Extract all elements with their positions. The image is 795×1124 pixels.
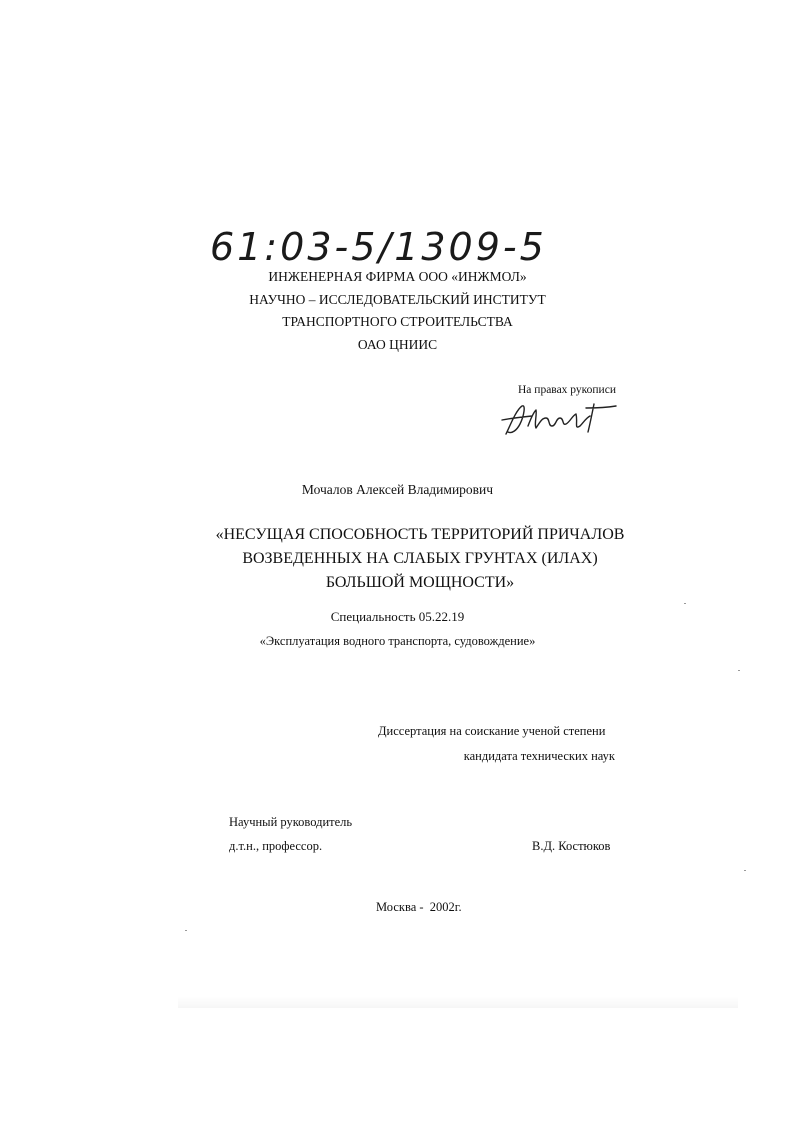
handwritten-number-text: 61:03-5/1309-5 <box>210 225 547 269</box>
place-year: Москва - 2002г. <box>376 900 462 914</box>
author-name: Мочалов Алексей Владимирович <box>301 482 494 497</box>
dissertation-title <box>180 523 660 595</box>
specialty-name: «Эксплуатация водного транспорта, судовождение» <box>259 634 536 648</box>
handwritten-signature <box>498 396 628 441</box>
supervisor-name: В.Д. Костюков <box>532 839 611 853</box>
organization-block <box>0 266 795 356</box>
title-line-1: «НЕСУЩАЯ СПОСОБНОСТЬ ТЕРРИТОРИЙ ПРИЧАЛОВ <box>215 526 625 543</box>
signature-icon <box>498 396 628 441</box>
scan-shadow <box>178 996 738 1008</box>
scan-speck <box>744 870 746 871</box>
degree-line-2: кандидата технических наук <box>463 749 615 763</box>
title-line-2: ВОЗВЕДЕННЫХ НА СЛАБЫХ ГРУНТАХ (ИЛАХ) <box>242 550 598 567</box>
organization-line-4: ОАО ЦНИИС <box>357 336 438 352</box>
title-line-3: БОЛЬШОЙ МОЩНОСТИ» <box>325 574 515 591</box>
scan-speck <box>738 670 740 671</box>
supervisor-title: д.т.н., профессор. <box>229 839 323 853</box>
specialty-code: Специальность 05.22.19 <box>330 609 465 624</box>
degree-line-1: Диссертация на соискание ученой степени <box>378 724 606 738</box>
organization-line-2: НАУЧНО – ИССЛЕДОВАТЕЛЬСКИЙ ИНСТИТУТ <box>249 291 546 307</box>
specialty-block <box>0 605 795 653</box>
supervisor-block <box>229 810 352 858</box>
scan-speck <box>684 603 686 604</box>
handwritten-number <box>210 220 547 270</box>
degree-block <box>378 719 615 769</box>
supervisor-role: Научный руководитель <box>229 815 353 829</box>
organization-line-1: ИНЖЕНЕРНАЯ ФИРМА ООО «ИНЖМОЛ» <box>268 269 527 284</box>
scan-speck <box>185 930 187 931</box>
organization-line-3: ТРАНСПОРТНОГО СТРОИТЕЛЬСТВА <box>282 314 513 329</box>
rights-note: На правах рукописи <box>518 384 616 396</box>
handwritten-number-svg <box>210 220 547 270</box>
